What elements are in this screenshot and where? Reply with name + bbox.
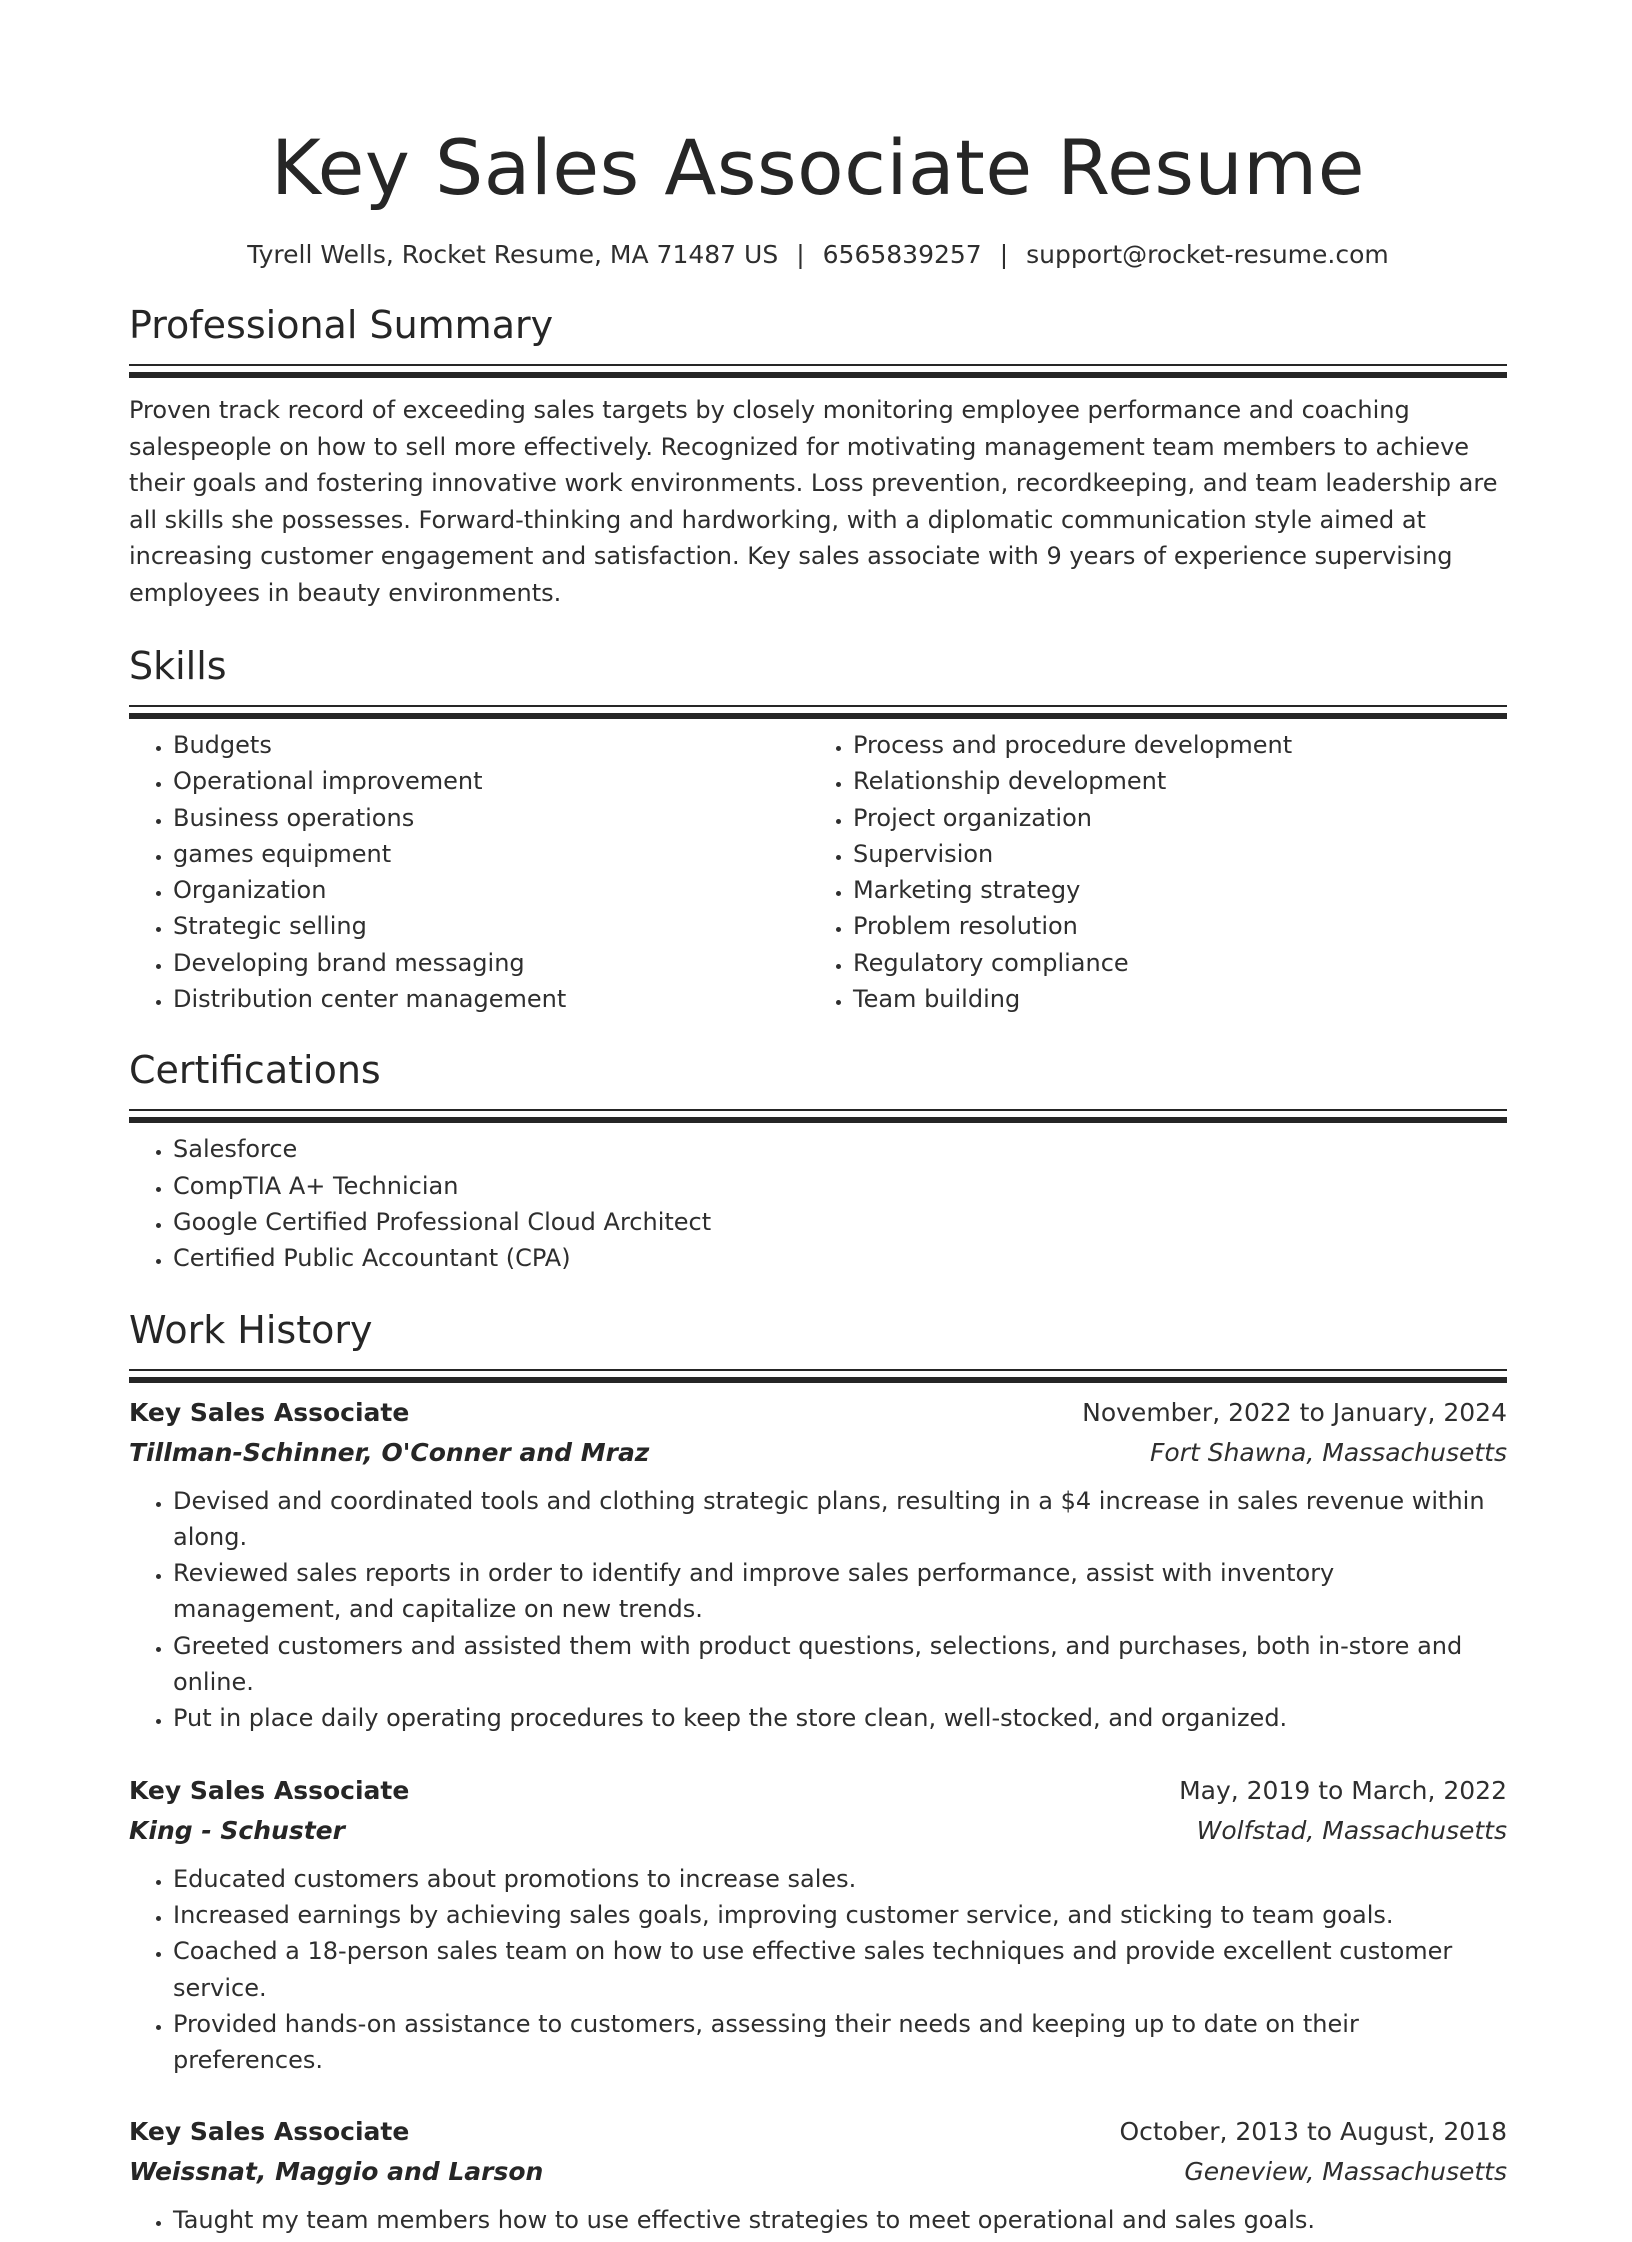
summary-section: [129, 300, 1507, 611]
work-history-heading: Work History: [129, 1307, 373, 1352]
certifications-list: [129, 1131, 1507, 1276]
certification-item: • Google Certified Professional Cloud Architect: [173, 1204, 1507, 1240]
certification-item: • Salesforce: [173, 1131, 1507, 1167]
job-title: Key Sales Associate: [129, 2117, 410, 2147]
skills-heading: Skills: [129, 644, 227, 688]
skill-item: • Business operations: [173, 800, 809, 836]
job-entry: [129, 1393, 1507, 1737]
contact-separator: |: [796, 240, 805, 269]
job-dates: May, 2019 to March, 2022: [1179, 1775, 1507, 1805]
job-bullet: • Taught my team members how to use effective strategies to meet operational and sales goals.: [173, 2202, 1507, 2238]
skill-item: • Process and procedure development: [853, 727, 1453, 763]
job-location: Wolfstad, Massachusetts: [1196, 1815, 1507, 1845]
skill-item: • games equipment: [173, 836, 809, 872]
contact-line: [129, 238, 1507, 272]
skills-section: [129, 641, 1507, 1017]
skill-item: • Regulatory compliance: [853, 945, 1453, 981]
job-title: Key Sales Associate: [129, 1397, 410, 1427]
job-bullet: • Increased earnings by achieving sales goals, improving customer service, and sticking to team goals.: [173, 1897, 1507, 1933]
job-location: Geneview, Massachusetts: [1184, 2157, 1507, 2187]
skill-item: • Marketing strategy: [853, 872, 1453, 908]
job-title: Key Sales Associate: [129, 1775, 410, 1805]
skills-list-left: [129, 727, 809, 1017]
skill-item: • Developing brand messaging: [173, 945, 809, 981]
job-bullets: [129, 1483, 1507, 1737]
job-location: Fort Shawna, Massachusetts: [1150, 1437, 1507, 1467]
skill-item: • Budgets: [173, 727, 809, 763]
job-dates: November, 2022 to January, 2024: [1082, 1397, 1507, 1427]
skills-list-right: [809, 727, 1453, 1017]
page-title: Key Sales Associate Resume: [271, 123, 1365, 212]
job-bullet: • Provided hands-on assistance to customers, assessing their needs and keeping up to date on their preferences.: [173, 2006, 1507, 2079]
job-entry: [129, 1771, 1507, 2079]
contact-phone: 6565839257: [822, 240, 982, 269]
section-divider: [129, 1109, 1507, 1111]
skill-item: • Team building: [853, 981, 1453, 1017]
job-bullet: • Devised and coordinated tools and clothing strategic plans, resulting in a $4 increase in sales revenue within along.: [173, 1483, 1507, 1556]
contact-separator: |: [999, 240, 1009, 269]
skill-item: • Relationship development: [853, 763, 1453, 799]
contact-address: Tyrell Wells, Rocket Resume, MA 71487 US: [247, 240, 779, 269]
job-company: Weissnat, Maggio and Larson: [129, 2157, 544, 2187]
job-bullets: [129, 2202, 1507, 2238]
job-dates: October, 2013 to August, 2018: [1119, 2117, 1507, 2147]
contact-email: support@rocket-resume.com: [1026, 240, 1389, 269]
job-bullet: • Educated customers about promotions to increase sales.: [173, 1861, 1507, 1897]
job-company: King - Schuster: [129, 1815, 345, 1845]
job-entry: [129, 2112, 1507, 2238]
job-bullet: • Put in place daily operating procedures to keep the store clean, well-stocked, and organized.: [173, 1700, 1507, 1736]
skill-item: • Organization: [173, 872, 809, 908]
section-divider: [129, 705, 1507, 707]
certifications-heading: Certifications: [129, 1048, 381, 1093]
resume-page: [129, 0, 1507, 2239]
summary-text: Proven track record of exceeding sales targets by closely monitoring employee performance and coaching salespeople on how to sell more effectively. Recognized for motivating management team members to achieve their goals and fostering innovative work environments. Loss prevention, recordkeeping, and team leadership are all skills she possesses. Forward-thinking and hardworking, with a diplomatic communication style aimed at increasing customer engagement and satisfaction. Key sales associate with 9 years of experience supervising employees in beauty environments.: [129, 396, 1498, 607]
skill-item: • Distribution center management: [173, 981, 809, 1017]
skill-item: • Supervision: [853, 836, 1453, 872]
skill-item: • Problem resolution: [853, 908, 1453, 944]
job-bullets: [129, 1861, 1507, 2079]
skill-item: • Project organization: [853, 800, 1453, 836]
work-history-section: [129, 1305, 1507, 2239]
section-divider: [129, 1369, 1507, 1371]
skills-grid: [129, 727, 1507, 1017]
skill-item: • Operational improvement: [173, 763, 809, 799]
job-bullet: • Reviewed sales reports in order to identify and improve sales performance, assist with inventory management, and capitalize on new trends.: [173, 1555, 1507, 1628]
skill-item: • Strategic selling: [173, 908, 809, 944]
job-bullet: • Coached a 18-person sales team on how to use effective sales techniques and provide excellent customer service.: [173, 1933, 1507, 2006]
certification-item: • CompTIA A+ Technician: [173, 1168, 1507, 1204]
job-company: Tillman-Schinner, O'Conner and Mraz: [129, 1437, 650, 1467]
summary-heading: Professional Summary: [129, 303, 554, 347]
certification-item: • Certified Public Accountant (CPA): [173, 1240, 1507, 1276]
certifications-section: [129, 1045, 1507, 1276]
job-bullet: • Greeted customers and assisted them with product questions, selections, and purchases, both in-store and online.: [173, 1628, 1507, 1701]
section-divider: [129, 364, 1507, 366]
